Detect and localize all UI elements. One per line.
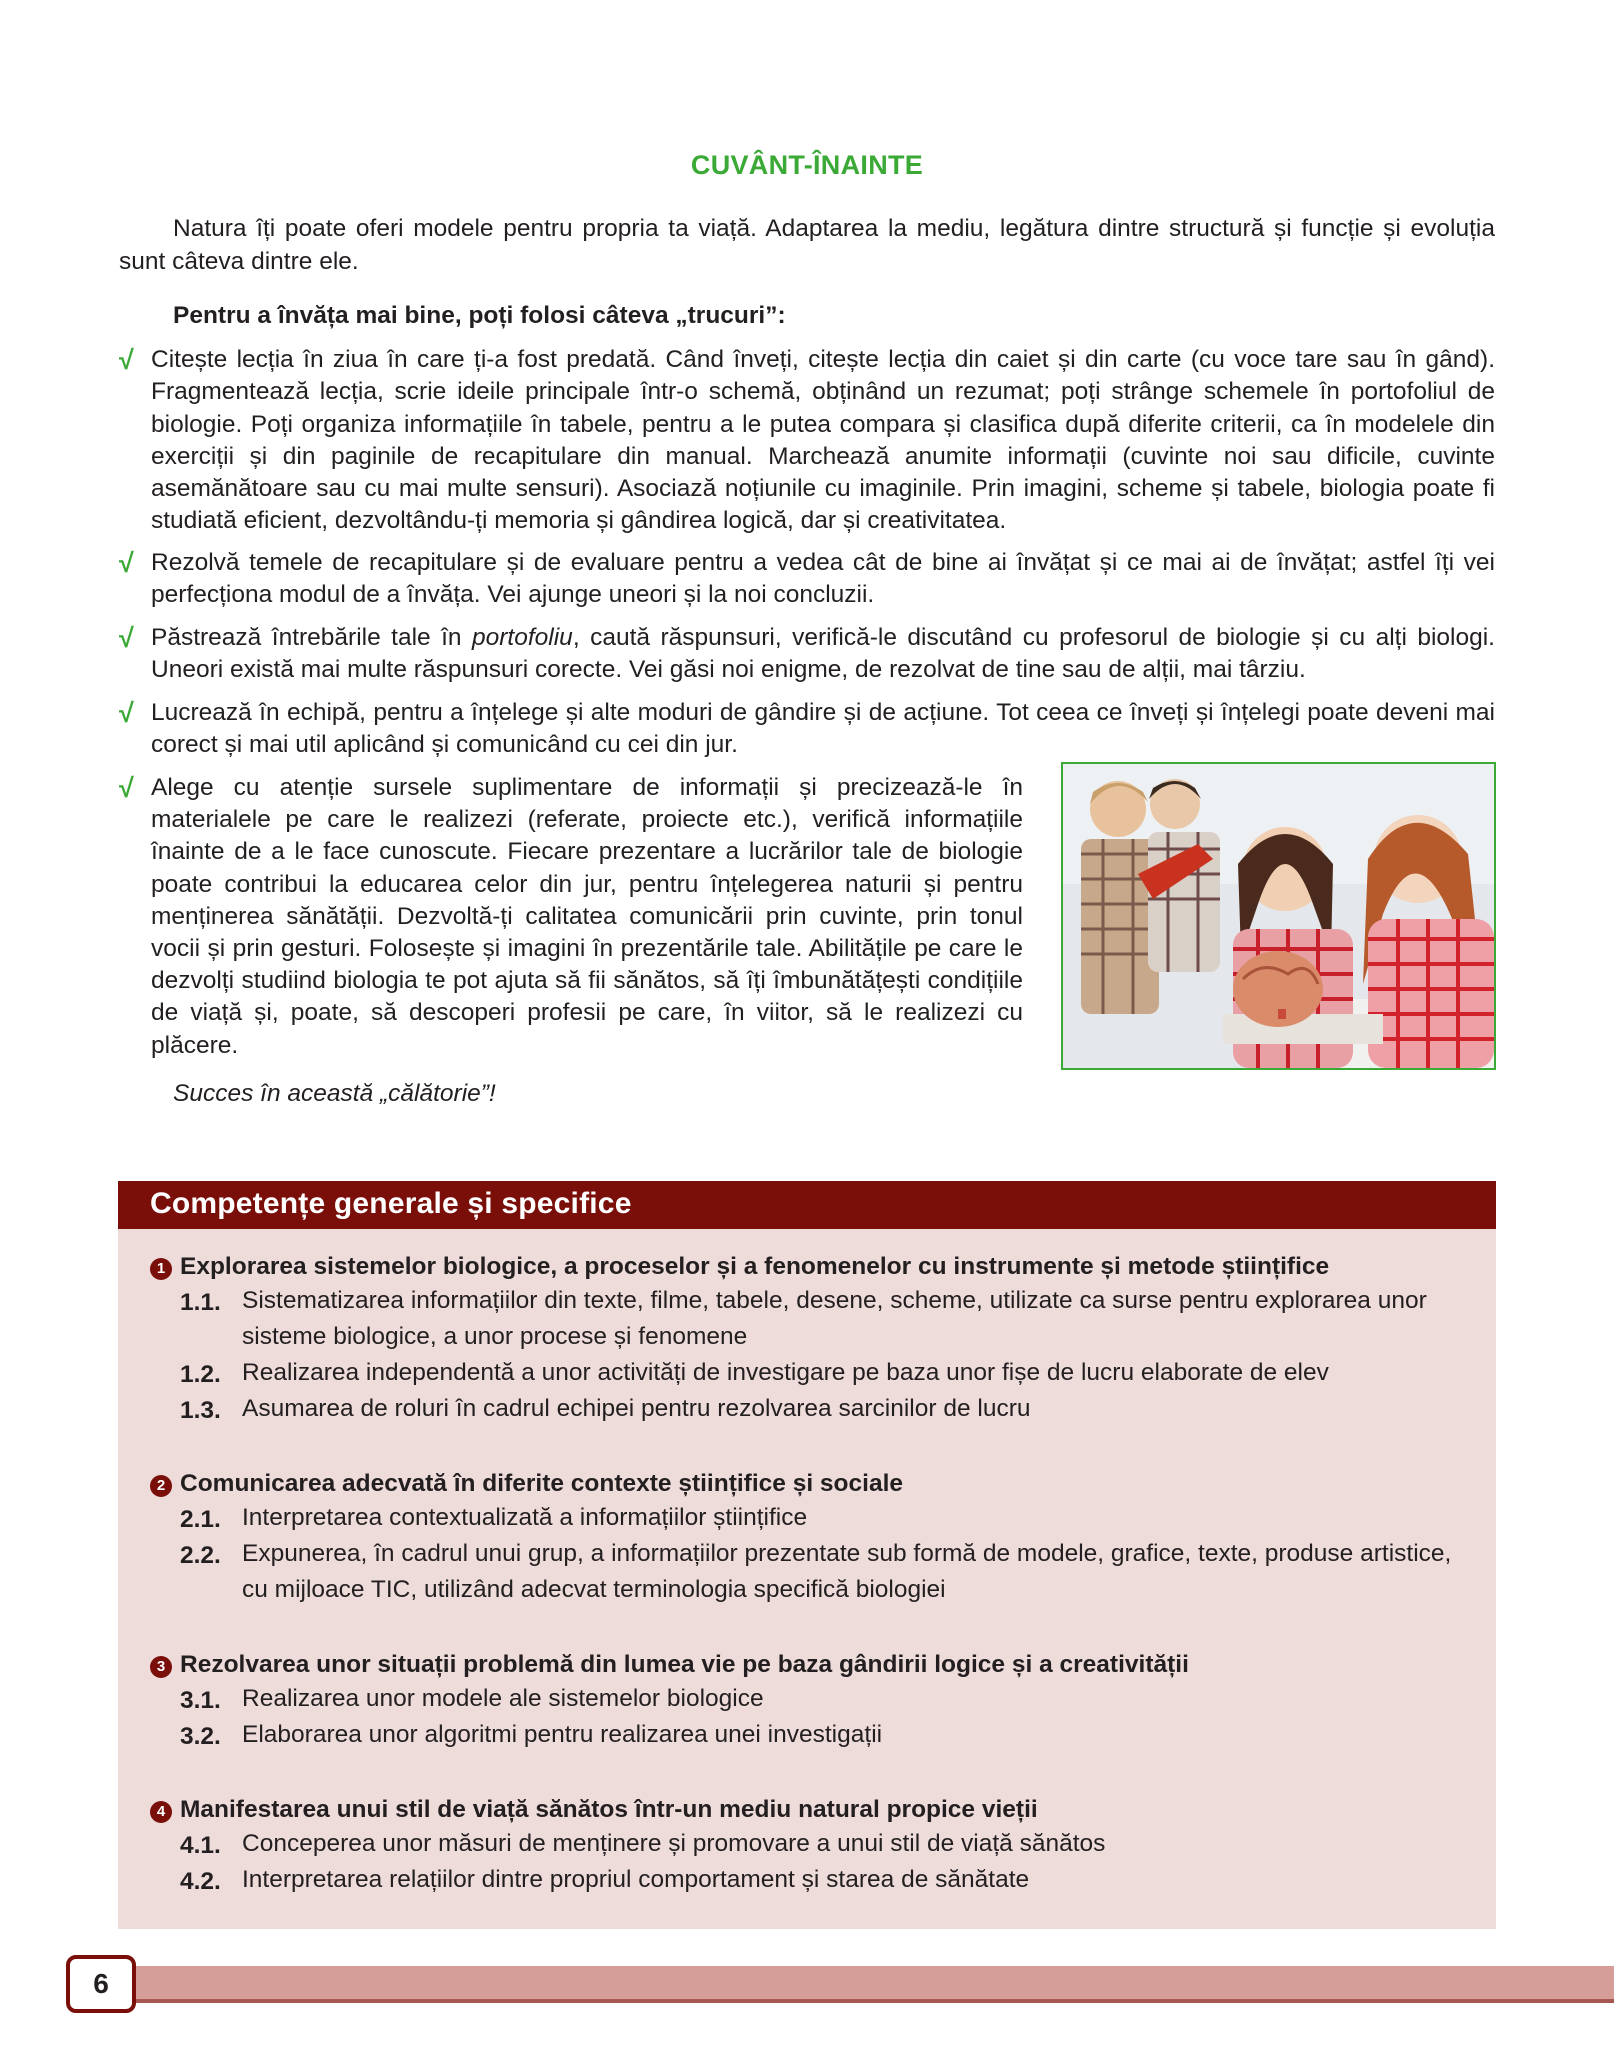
- group-title: Manifestarea unui stil de viață sănătos într-un mediu natural propice vieții: [180, 1796, 1038, 1823]
- group-title: Rezolvarea unor situații problemă din lumea vie pe baza gândirii logice și a creativității: [180, 1651, 1189, 1678]
- item-number: 2.1.: [180, 1506, 221, 1533]
- bullet-text-end: , caută răspunsuri, verifică-le discutând cu profesorul de biologie și cu alți biologi. Uneori există mai multe răspunsuri corecte. Vei găsi noi enigme, de rezolvat de tine sau de alții, mai târziu.: [151, 624, 1495, 684]
- bullet-item: [119, 344, 1495, 538]
- footer-bar: [118, 1966, 1614, 2002]
- group-title: Comunicarea adecvată în diferite contexte științifice și sociale: [180, 1470, 904, 1497]
- number-badge: 3: [150, 1656, 172, 1678]
- item-text: Interpretarea contextualizată a informațiilor științifice: [242, 1504, 808, 1531]
- group-title: Explorarea sistemelor biologice, a proceselor și a fenomenelor cu instrumente și metode științifice: [180, 1253, 1330, 1280]
- item-text: Elaborarea unor algoritmi pentru realizarea unei investigații: [242, 1721, 883, 1748]
- bullet-item: [119, 697, 1495, 762]
- checkmark-icon: √: [119, 345, 134, 375]
- competences-header: [118, 1181, 1496, 1229]
- number-badge: 4: [150, 1801, 172, 1823]
- bullet-text-italic: portofoliu: [472, 624, 573, 651]
- item-number: 1.2.: [180, 1361, 221, 1388]
- bullet-item: [119, 622, 1495, 687]
- tricks-title: Pentru a învăța mai bine, poți folosi câteva „trucuri”:: [173, 302, 786, 329]
- item-text: Conceperea unor măsuri de menținere și promovare a unui stil de viață sănătos: [242, 1830, 1106, 1857]
- item-number: 4.1.: [180, 1832, 221, 1859]
- checkmark-icon: √: [119, 773, 134, 803]
- item-text: Realizarea independentă a unor activități de investigare pe baza unor fișe de lucru elaborate de elev: [242, 1359, 1329, 1386]
- students-illustration: [1063, 764, 1494, 1068]
- item-text: Asumarea de roluri în cadrul echipei pentru rezolvarea sarcinilor de lucru: [242, 1395, 1031, 1422]
- item-text: Sistematizarea informațiilor din texte, filme, tabele, desene, scheme, utilizate ca surse pentru explorarea unor sisteme biologice, a unor procese și fenomene: [242, 1287, 1427, 1350]
- number-badge: 1: [150, 1258, 172, 1280]
- bullet-item: [119, 547, 1495, 612]
- checkmark-icon: √: [119, 548, 134, 578]
- item-text: Interpretarea relațiilor dintre propriul comportament și starea de sănătate: [242, 1866, 1030, 1893]
- bullet-text: Alege cu atenție sursele suplimentare de informații și precizează-le în materialele pe care le realizezi (referate, proiecte etc.), verifică informațiile înainte de a le face cunoscute. Fiecare prezentare a lucrărilor tale de biologie poate contribui la educarea celor din jur, pentru înțelegerea naturii și pentru menținerea sănătății. Dezvoltă-ți calitatea comunicării prin cuvinte, prin tonul vocii și prin gesturi. Folosește și imagini în prezentările tale. Abilitățile pe care le dezvolți studiind biologia te pot ajuta să fii sănătos, să îți îmbunătățești condițiile de viață și, poate, să descoperi profesii pe care, în viitor, să le realizezi cu plăcere.: [151, 774, 1023, 1059]
- bullet-text-start: Păstrează întrebările tale în: [151, 624, 473, 651]
- item-number: 1.1.: [180, 1289, 221, 1316]
- checkmark-icon: √: [119, 623, 134, 653]
- page-heading: CUVÂNT-ÎNAINTE: [690, 150, 924, 180]
- item-number: 3.2.: [180, 1723, 221, 1750]
- closing-line: Succes în această „călătorie”!: [173, 1080, 496, 1107]
- intro-paragraph: Natura îți poate oferi modele pentru propria ta viață. Adaptarea la mediu, legătura dintre structură și funcție și evoluția sunt câteva dintre ele.: [119, 215, 1495, 275]
- item-text: Realizarea unor modele ale sistemelor biologice: [242, 1685, 764, 1712]
- item-number: 2.2.: [180, 1542, 221, 1569]
- bullet-item: [119, 772, 1023, 1062]
- competences-title: Competențe generale și specifice: [150, 1187, 632, 1220]
- checkmark-icon: √: [119, 698, 134, 728]
- footer-divider: [118, 1999, 1614, 2003]
- item-text: Expunerea, în cadrul unui grup, a informațiilor prezentate sub formă de modele, grafice, texte, produse artistice, cu mijloace TIC, utilizând adecvat terminologia specifică biologiei: [242, 1540, 1452, 1603]
- item-number: 3.1.: [180, 1687, 221, 1714]
- competences-panel: [118, 1181, 1496, 1929]
- number-badge: 2: [150, 1475, 172, 1497]
- item-number: 4.2.: [180, 1868, 221, 1895]
- students-photo: [1061, 762, 1496, 1070]
- bullet-text: Citește lecția în ziua în care ți-a fost predată. Când înveți, citește lecția din caiet și din carte (cu voce tare sau în gând). Fragmentează lecția, scrie ideile principale într-o schemă, obținând un rezumat; poți strânge schemele în portofoliul de biologie. Poți organiza informațiile în tabele, pentru a le putea compara și clasifica după diferite criterii, ca în modelele din exerciții și din paginile de recapitulare din manual. Marchează anumite informații (cuvinte noi sau dificile, cuvinte asemănătoare sau cu mai multe sensuri). Asociază noțiunile cu imaginile. Prin imagini, scheme și tabele, biologia poate fi studiată eficient, dezvoltându-ți memoria și gândirea logică, dar și creativitatea.: [151, 346, 1495, 535]
- bullet-text: Lucrează în echipă, pentru a înțelege și alte moduri de gândire și de acțiune. Tot ceea ce înveți și înțelegi poate deveni mai corect și mai util aplicând și comunicând cu cei din jur.: [151, 699, 1495, 759]
- bullet-text: Rezolvă temele de recapitulare și de evaluare pentru a vedea cât de bine ai învățat și ce mai ai de învățat; astfel îți vei perfecționa modul de a învăța. Vei ajunge uneori și la noi concluzii.: [151, 549, 1495, 609]
- item-number: 1.3.: [180, 1397, 221, 1424]
- page-number: 6: [66, 1955, 136, 2013]
